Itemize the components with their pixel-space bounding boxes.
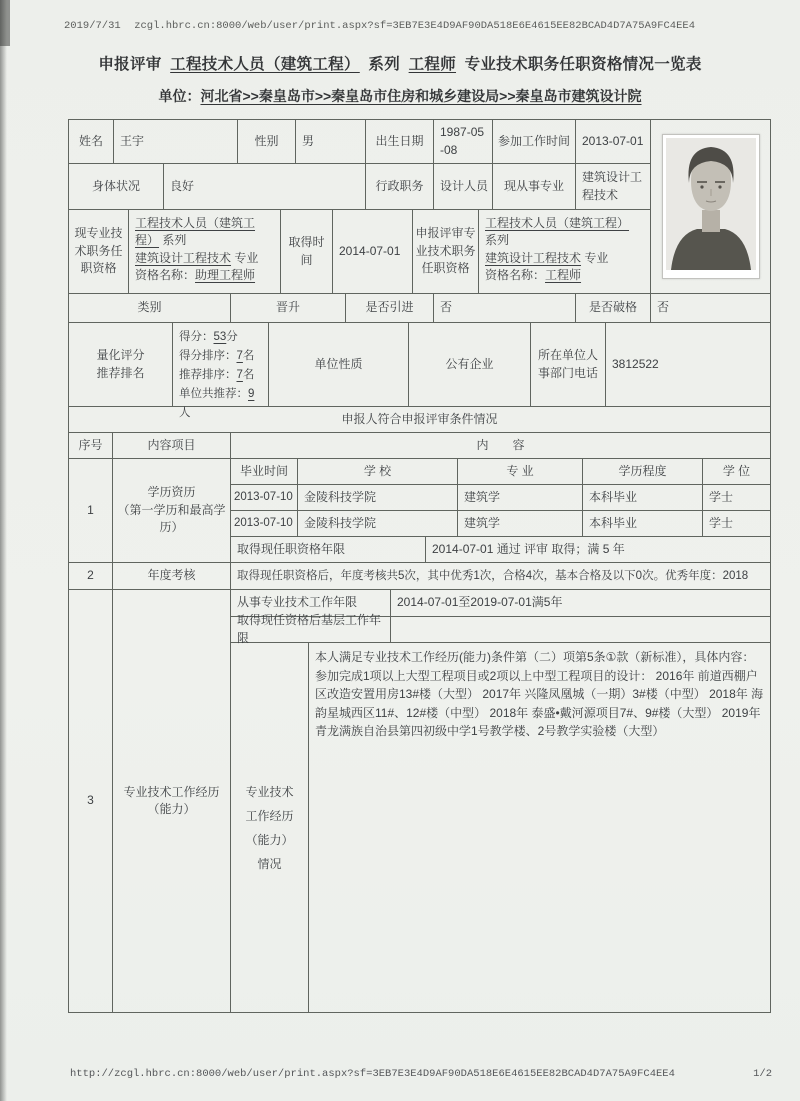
edu-date-2: 2013-07-10 [231, 511, 298, 537]
score-rec-value: 7 [236, 368, 243, 381]
education-content [231, 459, 771, 563]
experience-detail-text: 本人满足专业技术工作经历(能力)条件第（二）项第5条①款（新标准），具体内容：参加完成1项以上大型工程项目或2项以上中型工程项目的设计： 2016年 前道西棚户区改造安置用房13#楼（大型） 2017年 兴隆凤凰城（一期）3#楼（中型） 2018年 海韵星城西区11#、12#楼（中型） 2018年 泰盛•戴河源项目7#、9#楼（大型） 2019年 青龙满族自治县第四初级中学1号教学楼、2号教学实验楼（大型） [309, 643, 771, 1013]
apply-title-cert-label: 资格名称： [485, 268, 546, 283]
title-series: 工程技术人员（建筑工程） [170, 56, 360, 73]
experience-detail-label: 专业技术工作经历（能力）情况 [231, 643, 309, 1013]
top-left-block [69, 120, 651, 294]
experience-content [231, 590, 771, 1013]
edu-col-major: 专 业 [458, 459, 583, 485]
edu-degree-level-1: 本科毕业 [583, 485, 703, 511]
portrait-icon [666, 138, 756, 270]
print-date: 2019/7/31 [64, 20, 121, 32]
print-footer-url: http://zcgl.hbrc.cn:8000/web/user/print.aspx?sf=3EB7E3E4D9AF90DA518E6E4615EE82BCAD4D7A75A9FC4EE4 [70, 1068, 675, 1080]
scan-edge-shadow [0, 0, 7, 1101]
edu-degree-2: 学士 [703, 511, 771, 537]
education-item-bottom: （第一学历和最高学历） [117, 502, 226, 535]
experience-detail-row [231, 643, 771, 1013]
score-points-value: 53 [213, 331, 227, 343]
applicant-photo [662, 134, 760, 279]
unit-value: 河北省>>秦皇岛市>>秦皇岛市住房和城乡建设局>>秦皇岛市建筑设计院 [200, 88, 642, 104]
education-row-2 [231, 511, 771, 537]
conditions-header: 申报人符合申报评审条件情况 [69, 407, 771, 433]
row-conditions-header [69, 407, 771, 433]
category-label: 类别 [69, 294, 231, 323]
work-start-label: 参加工作时间 [493, 120, 576, 164]
gender-label: 性别 [238, 120, 296, 164]
hr-phone-label: 所在单位人事部门电话 [531, 323, 606, 407]
score-points-label: 得分： [179, 331, 214, 343]
unit-type-label: 单位性质 [269, 323, 409, 407]
score-details [173, 323, 269, 419]
current-title-major: 建筑设计工程技术 [135, 250, 232, 265]
score-rank-value: 7 [236, 349, 243, 362]
current-title-content [129, 210, 281, 294]
edu-col-degree-level: 学历程度 [583, 459, 703, 485]
score-block-label [69, 323, 173, 407]
obtain-time-label: 取得时间 [281, 210, 333, 294]
edu-col-school: 学 校 [298, 459, 458, 485]
health-label: 身体状况 [69, 164, 164, 210]
row-basic-2 [69, 164, 651, 210]
edu-major-1: 建筑学 [458, 485, 583, 511]
score-rec-label: 推荐排序： [179, 368, 237, 381]
title-mid: 系列 [368, 56, 400, 73]
document-title [30, 52, 770, 74]
edu-col-degree: 学 位 [703, 459, 771, 485]
unit-line [0, 86, 800, 106]
print-header [0, 0, 800, 32]
row-titles [69, 210, 651, 294]
category-value: 晋升 [231, 294, 346, 323]
experience-no: 3 [69, 590, 113, 1013]
section-experience [69, 590, 771, 1013]
score-label-line2: 推荐排名 [96, 365, 145, 380]
edu-degree-level-2: 本科毕业 [583, 511, 703, 537]
birth-date-label: 出生日期 [366, 120, 434, 164]
assessment-item-label: 年度考核 [113, 563, 231, 590]
experience-grassroots-row [231, 613, 771, 645]
row-basic-1 [69, 120, 651, 164]
name-value: 王宇 [114, 120, 238, 164]
current-title-label: 现专业技术职务任职资格 [69, 210, 129, 294]
tenure-value: 2014-07-01 通过 评审 取得；满 5 年 [426, 537, 771, 563]
title-prefix: 申报评审 [98, 56, 162, 73]
tenure-label: 取得现任职资格年限 [231, 537, 426, 563]
apply-title-cert: 工程师 [545, 268, 582, 283]
grassroots-years-label: 取得现任资格后基层工作年限 [231, 617, 391, 643]
score-total-value: 9 [248, 387, 255, 400]
health-value: 良好 [164, 164, 366, 210]
hr-phone-value: 3812522 [606, 323, 771, 407]
apply-title-series: 工程技术人员（建筑工程） [485, 216, 630, 230]
obtain-time-value: 2014-07-01 [333, 210, 413, 294]
page-number: 1/2 [753, 1068, 772, 1080]
qualification-form-table [68, 119, 771, 1013]
row-conditions-columns [69, 433, 771, 459]
current-title-series: 工程技术人员（建筑工程） [135, 216, 256, 248]
import-label: 是否引进 [346, 294, 434, 323]
profession-label: 现从事专业 [493, 164, 576, 210]
education-row-1 [231, 485, 771, 511]
work-years-label: 从事专业技术工作年限 [231, 590, 391, 617]
title-suffix: 专业技术职务任职资格情况一览表 [464, 56, 702, 73]
gender-value: 男 [296, 120, 366, 164]
exception-value: 否 [651, 294, 771, 323]
print-header-url: zcgl.hbrc.cn:8000/web/user/print.aspx?sf=3EB7E3E4D9AF90DA518E6E4615EE82BCAD4D7A75A9FC4EE4 [134, 20, 695, 32]
edu-degree-1: 学士 [703, 485, 771, 511]
apply-title-label: 申报评审专业技术职务任职资格 [413, 210, 479, 294]
exception-label: 是否破格 [576, 294, 651, 323]
education-table-header [231, 459, 771, 485]
score-rec-unit: 名 [242, 368, 255, 381]
apply-title-series-suffix: 系列 [485, 233, 510, 248]
assessment-content: 取得现任职资格后，年度考核共5次，其中优秀1次，合格4次，基本合格及以下0次。优秀年度：2018 [231, 563, 771, 590]
score-rank-label: 得分排序： [179, 349, 237, 362]
education-tenure-row [231, 537, 771, 563]
col-no-header: 序号 [69, 433, 113, 459]
apply-title-content [479, 210, 651, 294]
education-item-top: 学历资历 [147, 485, 196, 500]
admin-post-value: 设计人员 [434, 164, 493, 210]
title-rank: 工程师 [408, 56, 457, 73]
row-category [69, 294, 771, 323]
unit-type-value: 公有企业 [409, 323, 531, 407]
edu-school-2: 金陵科技学院 [298, 511, 458, 537]
apply-title-major-suffix: 专业 [584, 250, 609, 265]
birth-date-value: 1987-05-08 [434, 120, 493, 164]
name-label: 姓名 [69, 120, 114, 164]
current-title-cert: 助理工程师 [195, 268, 256, 283]
edu-major-2: 建筑学 [458, 511, 583, 537]
current-title-cert-label: 资格名称： [135, 268, 196, 283]
assessment-no: 2 [69, 563, 113, 590]
work-start-value: 2013-07-01 [576, 120, 651, 164]
score-total-unit: 人 [179, 406, 191, 419]
print-footer [0, 1068, 800, 1080]
score-total-label: 单位共推荐： [179, 387, 248, 400]
current-title-series-suffix: 系列 [162, 233, 187, 248]
admin-post-label: 行政职务 [366, 164, 434, 210]
col-item-header: 内容项目 [113, 433, 231, 459]
experience-item-label: 专业技术工作经历（能力） [113, 590, 231, 1013]
edu-date-1: 2013-07-10 [231, 485, 298, 511]
edu-school-1: 金陵科技学院 [298, 485, 458, 511]
score-rank-unit: 名 [242, 349, 255, 362]
unit-label: 单位： [158, 88, 201, 104]
work-years-value: 2014-07-01至2019-07-01满5年 [391, 590, 771, 617]
apply-title-major: 建筑设计工程技术 [485, 250, 582, 265]
current-title-major-suffix: 专业 [234, 250, 259, 265]
score-points-unit: 分 [226, 331, 238, 343]
education-item-label [113, 459, 231, 563]
applicant-photo-cell [651, 120, 771, 294]
top-block [69, 120, 771, 294]
grassroots-years-value [391, 617, 771, 643]
section-education [69, 459, 771, 563]
score-label-line1: 量化评分 [96, 348, 145, 363]
section-assessment [69, 563, 771, 590]
education-no: 1 [69, 459, 113, 563]
col-content-header: 内 容 [231, 433, 771, 459]
import-value: 否 [434, 294, 576, 323]
profession-value: 建筑设计工程技术 [576, 164, 651, 210]
edu-col-date: 毕业时间 [231, 459, 298, 485]
